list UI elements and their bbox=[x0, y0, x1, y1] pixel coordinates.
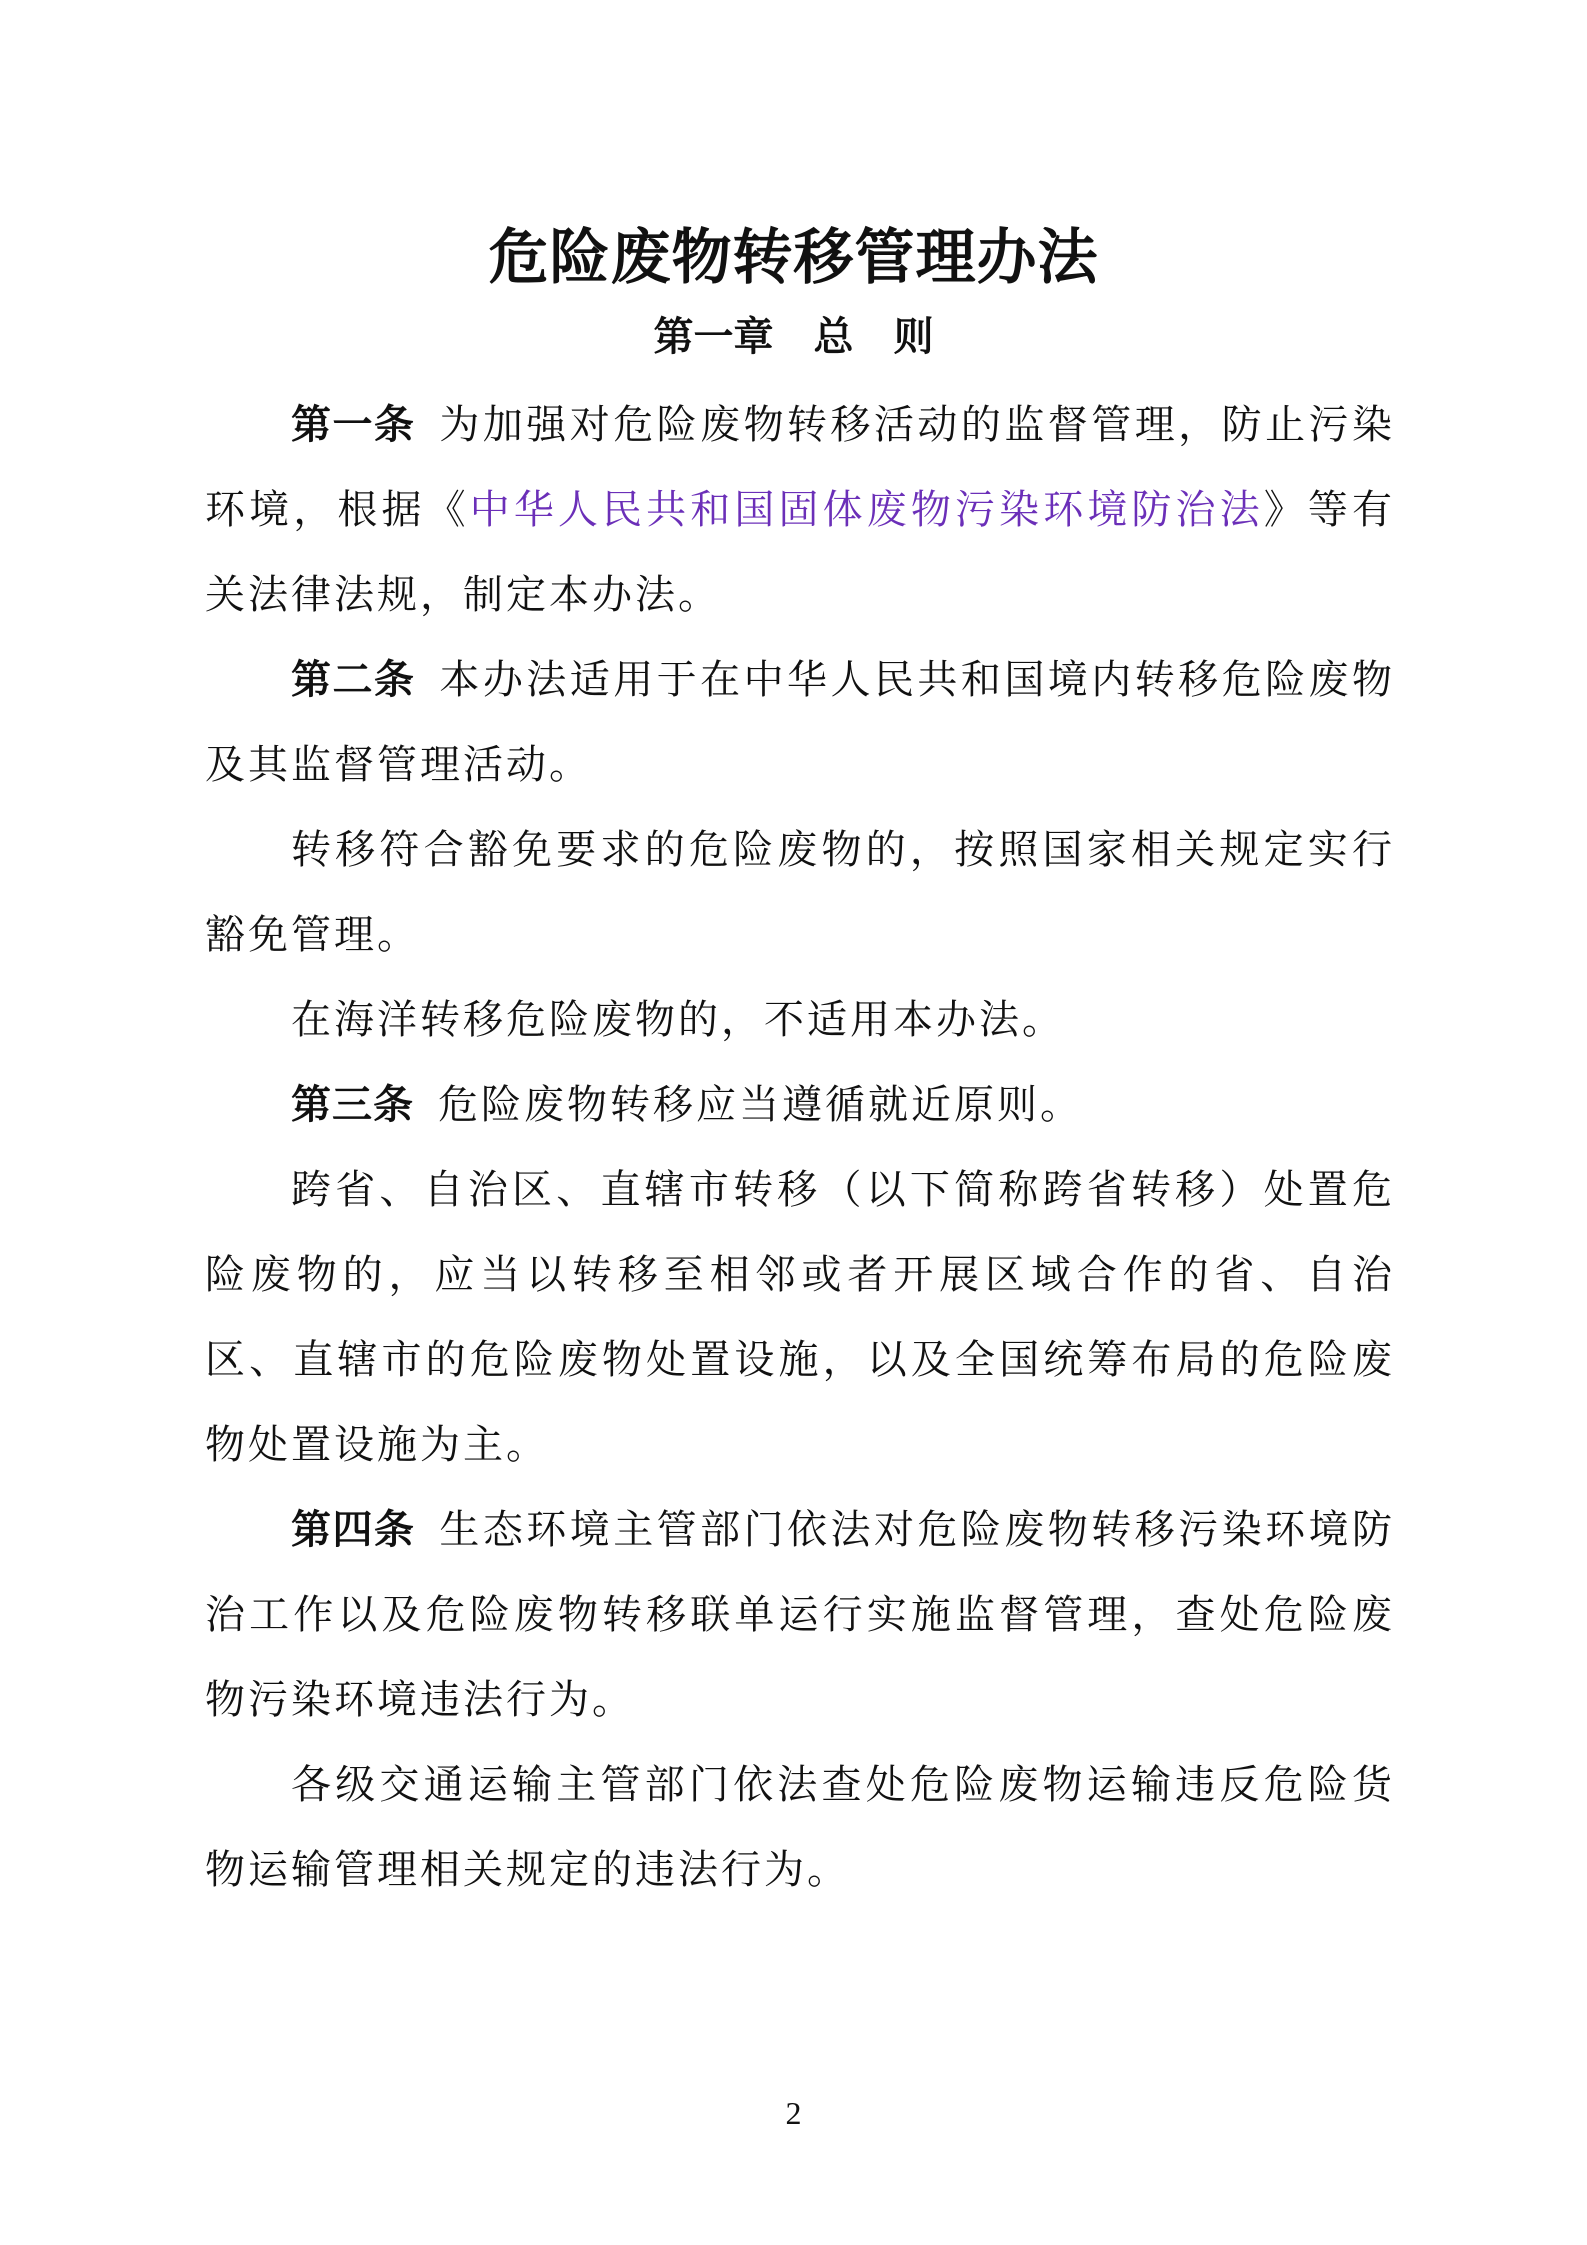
article-label: 第三条 bbox=[291, 1082, 414, 1128]
article-label: 第二条 bbox=[291, 657, 416, 703]
article-label: 第一条 bbox=[291, 402, 416, 448]
paragraph-text: 在海洋转移危险废物的，不适用本办法。 bbox=[291, 997, 1065, 1043]
paragraph-text: 危险废物转移应当遵循就近原则。 bbox=[438, 1082, 1083, 1128]
paragraph-text: 各级交通运输主管部门依法查处危险废物运输违反危险货物运输管理相关规定的违法行为。 bbox=[205, 1762, 1395, 1893]
paragraph bbox=[205, 1743, 1395, 1913]
article-3 bbox=[205, 1063, 1395, 1148]
paragraph-text: 生态环境主管部门依法对危险废物转移污染环境防治工作以及危险废物转移联单运行实施监督管理，查处危险废物污染环境违法行为。 bbox=[205, 1507, 1395, 1723]
paragraph bbox=[205, 978, 1395, 1063]
paragraph-text: 为加强对危险废物转移活动的监督管理，防止污染环境，根据《 bbox=[205, 402, 1395, 533]
paragraph-text: 跨省、自治区、直辖市转移（以下简称跨省转移）处置危险废物的，应当以转移至相邻或者开展区域合作的省、自治区、直辖市的危险废物处置设施，以及全国统筹布局的危险废物处置设施为主。 bbox=[205, 1167, 1395, 1468]
paragraph-text: 》等有关法律法规，制定本办法。 bbox=[205, 487, 1396, 618]
paragraph bbox=[205, 808, 1395, 978]
paragraph bbox=[205, 1148, 1395, 1488]
article-1 bbox=[205, 383, 1395, 638]
paragraph-text: 转移符合豁免要求的危险废物的，按照国家相关规定实行豁免管理。 bbox=[205, 827, 1395, 958]
article-label: 第四条 bbox=[291, 1507, 416, 1553]
article-4 bbox=[205, 1488, 1395, 1743]
law-link[interactable]: 中华人民共和国固体废物污染环境防治法 bbox=[469, 487, 1264, 533]
chapter-heading: 第一章 总 则 bbox=[653, 314, 934, 360]
document-title: 危险废物转移管理办法 bbox=[488, 223, 1099, 293]
document-body bbox=[205, 383, 1395, 1913]
article-2 bbox=[205, 638, 1395, 808]
page-number: 2 bbox=[785, 2095, 802, 2131]
paragraph-text: 本办法适用于在中华人民共和国境内转移危险废物及其监督管理活动。 bbox=[205, 657, 1395, 788]
